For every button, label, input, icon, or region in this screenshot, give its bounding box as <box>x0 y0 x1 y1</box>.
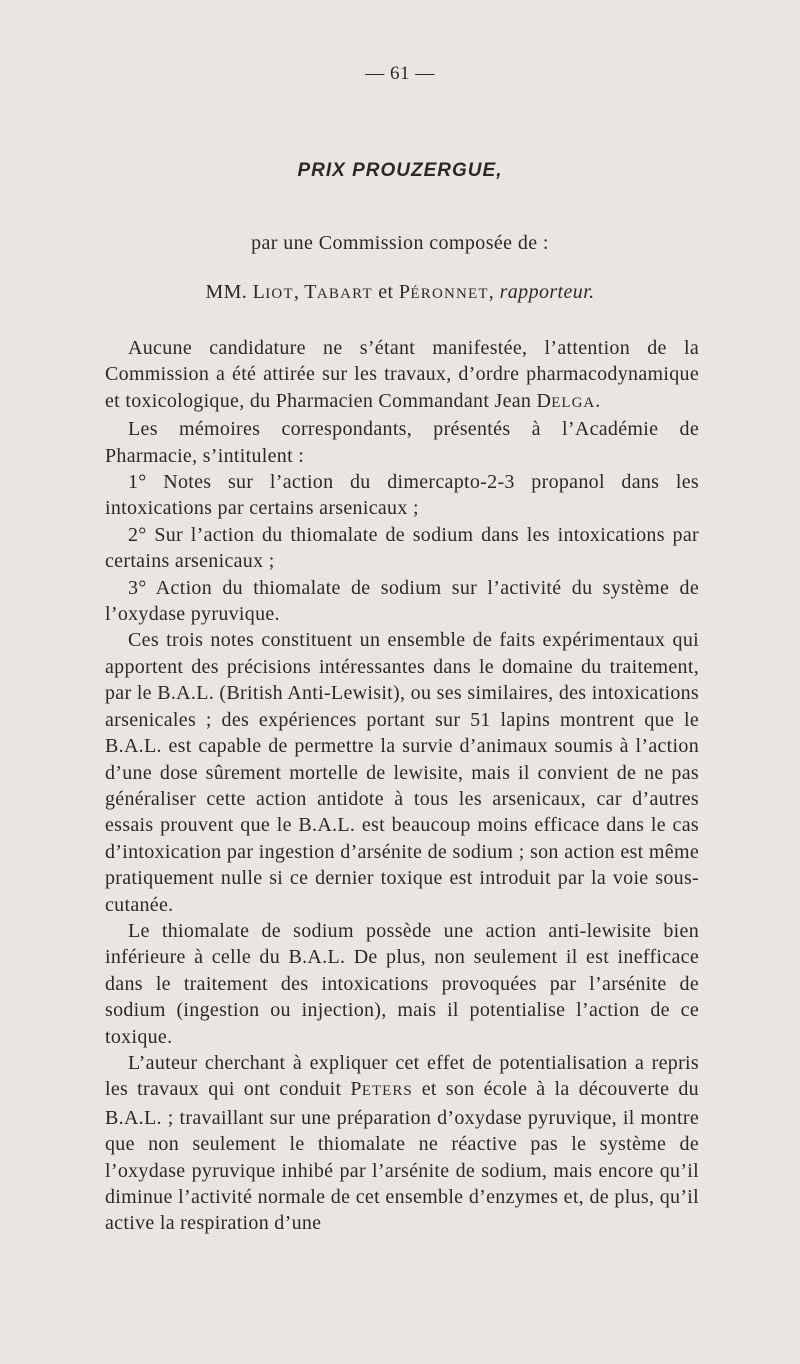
paragraph-peters-end: et son école à la découverte du B.A.L. ; travaillant sur une préparation d’oxydase pyruvique, il montre que non seulement le thiomalate ne réactive pas le système de l’oxydase pyruvique inhibé par l’arsénite de sodium, mais encore qu’il diminue l’activité normale de cet ensemble d’enzymes et, de plus, qu’il active la respiration d’une <box>105 1078 699 1235</box>
paragraph-peters-start: L’auteur cherchant à expliquer cet effet de potentialisation a repris les travaux qui ont conduit P <box>105 1051 699 1101</box>
members-prefix: MM. L <box>205 281 266 303</box>
paragraph-bal: Ces trois notes constituent un ensemble de faits expérimentaux qui apportent des précisions intéressantes dans le domaine du traitement, par le B.A.L. (British Anti-Lewisit), ou ses similaires, des intoxications arsenicales ; des expériences portant sur 51 lapins montrent que le B.A.L. est capable de permettre la survie d’animaux soumis à l’action d’une dose sûrement mortelle de lewisite, mais il convient de ne pas généraliser cette action antidote à tous les arsenicaux, car d’autres essais prouvent que le B.A.L. est beaucoup moins efficace dans le cas d’intoxication par ingestion d’arsénite de sodium ; son action est même pratiquement nulle si ce dernier toxique est introduit par la voie sous-cutanée. <box>105 629 699 916</box>
paragraph-thiomalate: Le thiomalate de sodium possède une action anti-lewisite bien inférieure à celle du B.A.L. De plus, non seulement il est inefficace dans le traitement des intoxications provoquées par l’arsénite de sodium (ingestion ou injection), mais il potentialise l’action de ce toxique. <box>105 919 699 1048</box>
paragraph-peters <box>105 1050 699 1237</box>
paragraph-intro-end: . <box>595 389 601 412</box>
members-sep-1: , T <box>293 281 317 303</box>
paragraph-intro-text: Aucune candidature ne s’étant manifestée, l’attention de la Commission a été attirée sur les travaux, d’ordre pharmacodynamique et toxicologique, du Pharmacien Commandant Jean D <box>105 337 699 412</box>
report-body <box>105 335 699 1237</box>
paragraph-intro <box>105 335 699 416</box>
paragraph-memoires: Les mémoires correspondants, présentés à l’Académie de Pharmacie, s’intitulent : <box>105 418 699 467</box>
member-tabart: ABART <box>316 286 373 302</box>
member-peronnet: ÉRONNET <box>410 286 489 302</box>
members-sep-3: , <box>488 281 500 303</box>
author-name-peters: ETERS <box>361 1083 413 1100</box>
rapporteur-role: rapporteur. <box>499 281 595 303</box>
author-name-delga: ELGA <box>551 394 596 411</box>
paragraph-note-1: 1° Notes sur l’action du dimercapto-2-3 propanol dans les intoxications par certains arsenicaux ; <box>105 471 699 520</box>
commission-members <box>0 281 800 304</box>
member-liot: IOT <box>265 286 294 302</box>
members-sep-2: et P <box>372 281 411 303</box>
page-number: — 61 — <box>365 63 435 84</box>
prize-title: PRIX PROUZERGUE, <box>297 160 503 181</box>
commission-subtitle: par une Commission composée de : <box>251 232 549 254</box>
paragraph-note-3: 3° Action du thiomalate de sodium sur l’activité du système de l’oxydase pyruvique. <box>105 576 699 626</box>
paragraph-note-2: 2° Sur l’action du thiomalate de sodium dans les intoxications par certains arsenicaux ; <box>105 523 699 573</box>
